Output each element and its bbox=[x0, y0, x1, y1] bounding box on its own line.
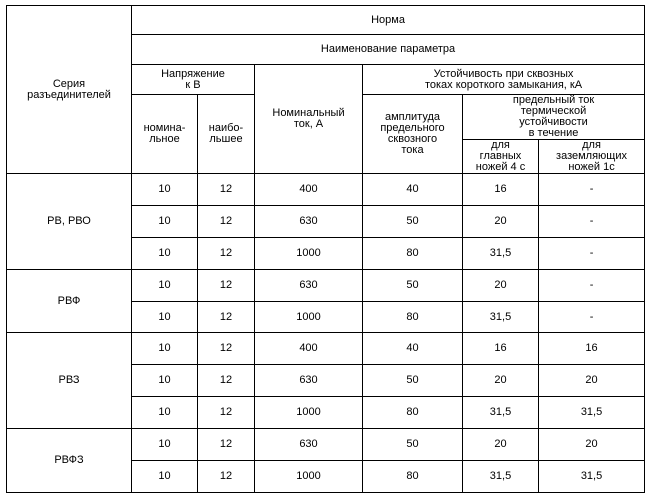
norm-header: Норма bbox=[132, 6, 645, 35]
main-blades-cell: 16 bbox=[463, 333, 539, 365]
main-blades-cell: 20 bbox=[463, 429, 539, 461]
voltage-max-cell: 12 bbox=[198, 301, 255, 333]
main-blades-cell: 31,5 bbox=[463, 301, 539, 333]
ground-blades-cell: - bbox=[539, 301, 645, 333]
voltage-nominal-cell: 10 bbox=[132, 429, 198, 461]
rated-current-cell: 630 bbox=[255, 365, 363, 397]
ground-blades-header: для заземляющих ножей 1с bbox=[539, 140, 645, 174]
table-header bbox=[7, 6, 645, 174]
amplitude-cell: 80 bbox=[363, 397, 463, 429]
main-blades-cell: 31,5 bbox=[463, 237, 539, 269]
voltage-max-header: наибо- льшее bbox=[198, 95, 255, 174]
main-blades-cell: 20 bbox=[463, 269, 539, 301]
voltage-nominal-cell: 10 bbox=[132, 461, 198, 493]
rated-current-cell: 1000 bbox=[255, 237, 363, 269]
ground-blades-cell: - bbox=[539, 269, 645, 301]
amplitude-cell: 80 bbox=[363, 237, 463, 269]
voltage-nominal-cell: 10 bbox=[132, 397, 198, 429]
ground-blades-cell: 20 bbox=[539, 365, 645, 397]
thermal-header: предельный ток термической устойчивости в течение bbox=[463, 95, 645, 140]
rated-current-cell: 630 bbox=[255, 269, 363, 301]
series-cell: РВЗ bbox=[7, 333, 132, 429]
voltage-nominal-cell: 10 bbox=[132, 269, 198, 301]
stability-header: Устойчивость при сквозных токах короткого замыкания, кА bbox=[363, 65, 645, 95]
voltage-max-cell: 12 bbox=[198, 205, 255, 237]
ground-blades-cell: - bbox=[539, 205, 645, 237]
voltage-nominal-cell: 10 bbox=[132, 205, 198, 237]
voltage-max-cell: 12 bbox=[198, 237, 255, 269]
table-row bbox=[7, 269, 645, 301]
ground-blades-cell: 16 bbox=[539, 333, 645, 365]
table-row bbox=[7, 333, 645, 365]
voltage-nominal-cell: 10 bbox=[132, 333, 198, 365]
voltage-max-cell: 12 bbox=[198, 397, 255, 429]
voltage-header: Напряжение к В bbox=[132, 65, 255, 95]
table-row bbox=[7, 174, 645, 206]
main-blades-cell: 20 bbox=[463, 205, 539, 237]
voltage-nominal-cell: 10 bbox=[132, 174, 198, 206]
amplitude-cell: 40 bbox=[363, 333, 463, 365]
voltage-nominal-header: номина- льное bbox=[132, 95, 198, 174]
voltage-max-cell: 12 bbox=[198, 269, 255, 301]
rated-current-cell: 1000 bbox=[255, 397, 363, 429]
rated-current-cell: 630 bbox=[255, 205, 363, 237]
voltage-max-cell: 12 bbox=[198, 333, 255, 365]
table-body bbox=[7, 174, 645, 493]
main-blades-header: для главных ножей 4 с bbox=[463, 140, 539, 174]
voltage-nominal-cell: 10 bbox=[132, 301, 198, 333]
rated-current-cell: 1000 bbox=[255, 461, 363, 493]
amplitude-cell: 50 bbox=[363, 365, 463, 397]
rated-current-header: Номинальный ток, А bbox=[255, 65, 363, 174]
ground-blades-cell: 20 bbox=[539, 429, 645, 461]
amplitude-cell: 50 bbox=[363, 429, 463, 461]
series-header: Серия разъединителей bbox=[7, 6, 132, 174]
voltage-max-cell: 12 bbox=[198, 461, 255, 493]
param-name-header: Наименование параметра bbox=[132, 35, 645, 65]
rated-current-cell: 400 bbox=[255, 174, 363, 206]
series-cell: РВФЗ bbox=[7, 429, 132, 493]
amplitude-cell: 80 bbox=[363, 301, 463, 333]
rated-current-cell: 400 bbox=[255, 333, 363, 365]
amplitude-cell: 80 bbox=[363, 461, 463, 493]
voltage-max-cell: 12 bbox=[198, 174, 255, 206]
ground-blades-cell: 31,5 bbox=[539, 397, 645, 429]
amplitude-cell: 50 bbox=[363, 205, 463, 237]
ground-blades-cell: - bbox=[539, 237, 645, 269]
main-blades-cell: 16 bbox=[463, 174, 539, 206]
amplitude-cell: 40 bbox=[363, 174, 463, 206]
disconnector-spec-table bbox=[6, 5, 645, 493]
amplitude-cell: 50 bbox=[363, 269, 463, 301]
main-blades-cell: 31,5 bbox=[463, 397, 539, 429]
amplitude-header: амплитуда предельного сквозного тока bbox=[363, 95, 463, 174]
ground-blades-cell: 31,5 bbox=[539, 461, 645, 493]
rated-current-cell: 1000 bbox=[255, 301, 363, 333]
main-blades-cell: 20 bbox=[463, 365, 539, 397]
series-cell: РВ, РВО bbox=[7, 174, 132, 270]
series-cell: РВФ bbox=[7, 269, 132, 333]
rated-current-cell: 630 bbox=[255, 429, 363, 461]
table-row bbox=[7, 429, 645, 461]
voltage-max-cell: 12 bbox=[198, 429, 255, 461]
main-blades-cell: 31,5 bbox=[463, 461, 539, 493]
voltage-nominal-cell: 10 bbox=[132, 237, 198, 269]
voltage-max-cell: 12 bbox=[198, 365, 255, 397]
ground-blades-cell: - bbox=[539, 174, 645, 206]
voltage-nominal-cell: 10 bbox=[132, 365, 198, 397]
